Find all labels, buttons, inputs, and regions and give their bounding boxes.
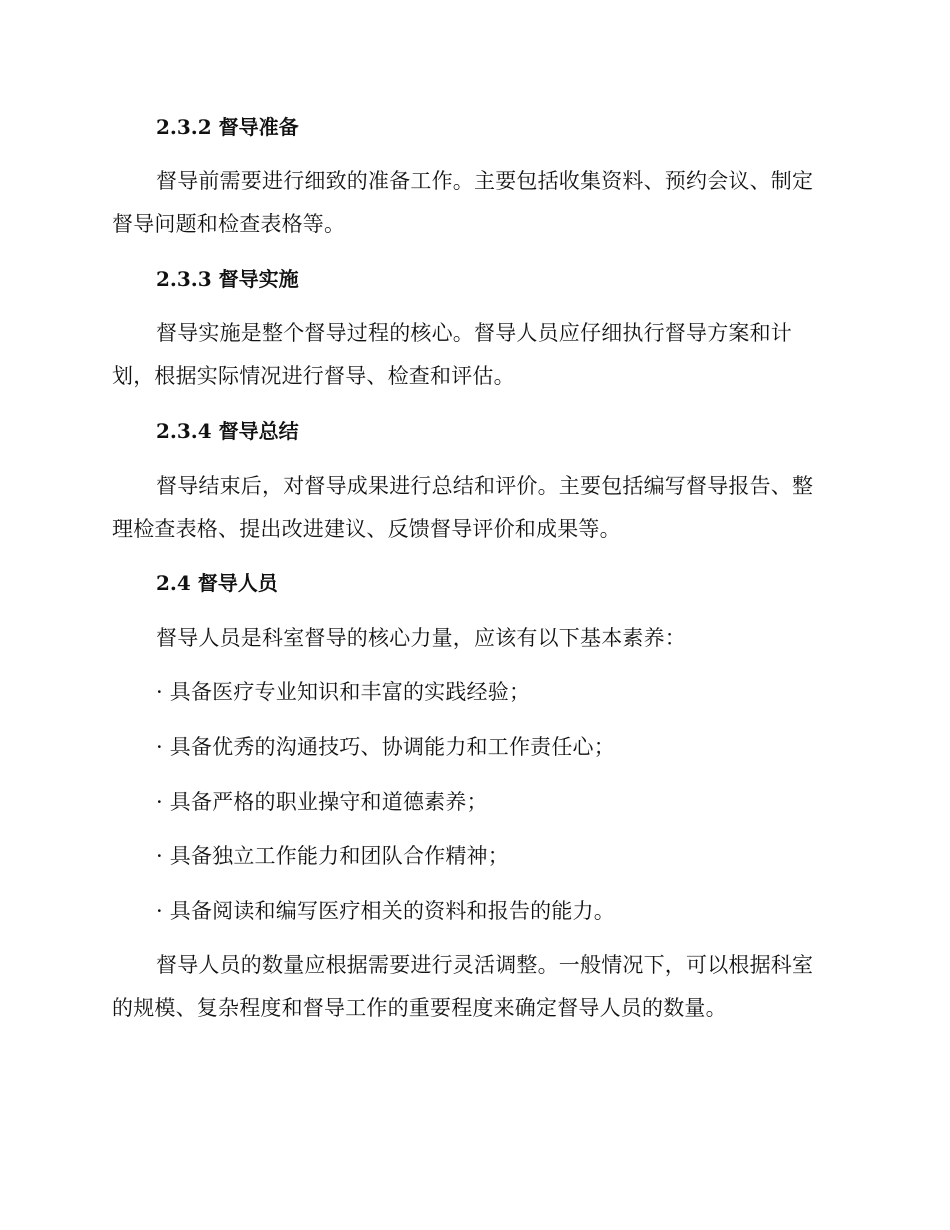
section-heading-2-3-4: 2.3.4 督导总结	[156, 419, 299, 443]
list-item: · 具备严格的职业操守和道德素养；	[156, 790, 488, 814]
section-intro-2-4: 督导人员是科室督导的核心力量，应该有以下基本素养：	[156, 626, 686, 650]
list-item: · 具备优秀的沟通技巧、协调能力和工作责任心；	[156, 735, 615, 759]
list-item: · 具备阅读和编写医疗相关的资料和报告的能力。	[156, 899, 615, 923]
section-paragraph-2-3-2: 督导前需要进行细致的准备工作。主要包括收集资料、预约会议、制定督导问题和检查表格等。	[112, 169, 814, 236]
list-item: · 具备医疗专业知识和丰富的实践经验；	[156, 680, 531, 704]
section-heading-2-3-3: 2.3.3 督导实施	[156, 267, 299, 291]
section-closing-paragraph: 督导人员的数量应根据需要进行灵活调整。一般情况下，可以根据科室的规模、复杂程度和督导工作的重要程度来确定督导人员的数量。	[112, 953, 814, 1020]
section-heading-2-4: 2.4 督导人员	[156, 571, 278, 595]
section-paragraph-2-3-4: 督导结束后，对督导成果进行总结和评价。主要包括编写督导报告、整理检查表格、提出改进建议、反馈督导评价和成果等。	[112, 474, 814, 541]
section-heading-2-3-2: 2.3.2 督导准备	[156, 115, 299, 139]
section-paragraph-2-3-3: 督导实施是整个督导过程的核心。督导人员应仔细执行督导方案和计划，根据实际情况进行督导、检查和评估。	[112, 321, 792, 388]
list-item: · 具备独立工作能力和团队合作精神；	[156, 844, 509, 868]
